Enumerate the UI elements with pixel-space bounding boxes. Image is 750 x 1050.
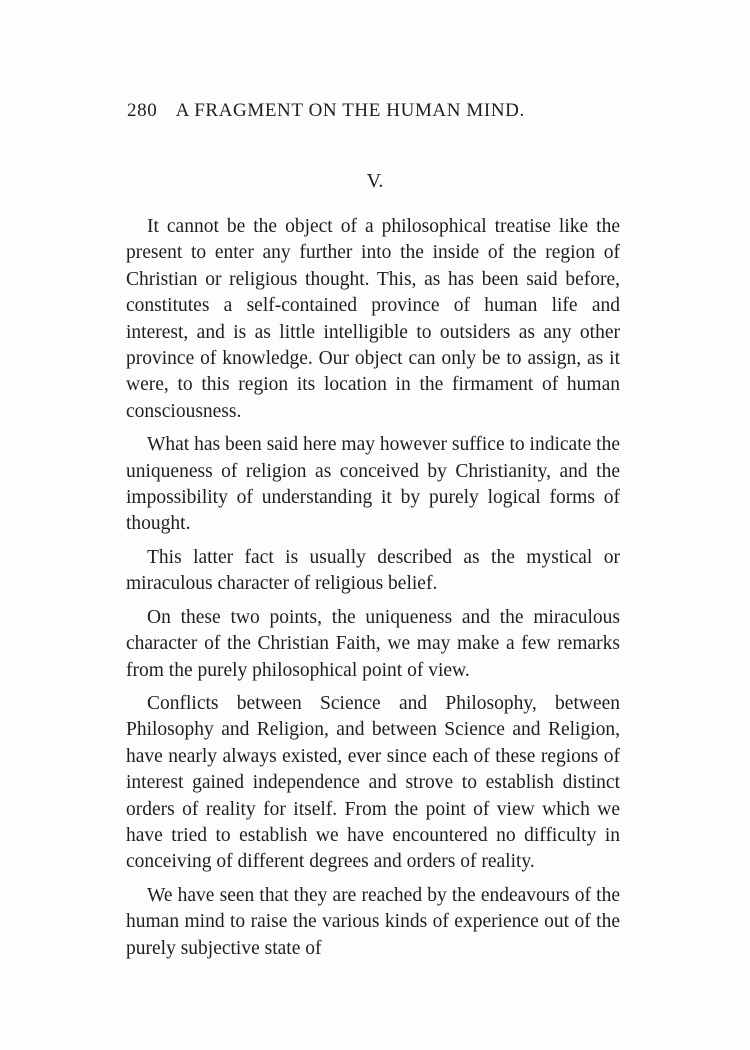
body-text — [126, 214, 620, 969]
running-title: A FRAGMENT ON THE HUMAN MIND. — [175, 100, 525, 121]
paragraph: It cannot be the object of a philosophical treatise like the present to enter any further into the inside of the region of Christian or religious thought. This, as has been said before, constitutes a self-contained province of human life and interest, and is as little intelligible to outsiders as any other province of knowledge. Our object can only be to assign, as it were, to this region its location in the firmament of human consciousness. — [126, 216, 620, 422]
paragraph: We have seen that they are reached by the endeavours of the human mind to raise the various kinds of experience out of the purely subjective state of — [126, 884, 620, 959]
section-heading: V. — [366, 170, 384, 192]
paragraph: What has been said here may however suffice to indicate the uniqueness of religion as conceived by Christianity, and the impossibility of understanding it by purely logical forms of thought. — [126, 434, 620, 535]
paragraph: On these two points, the uniqueness and the miraculous character of the Christian Faith, we may make a few remarks from the purely philosophical point of view. — [126, 606, 620, 681]
running-header — [127, 100, 587, 122]
paragraph: This latter fact is usually described as the mystical or miraculous character of religious belief. — [126, 546, 620, 595]
page-number: 280 — [127, 100, 158, 121]
paragraph: Conflicts between Science and Philosophy, between Philosophy and Religion, and between Science and Religion, have nearly always existed, ever since each of these regions of interest gained independence and strove to establish distinct orders of reality for itself. From the point of view which we have tried to establish we have encountered no difficulty in conceiving of different degrees and orders of reality. — [126, 692, 620, 873]
